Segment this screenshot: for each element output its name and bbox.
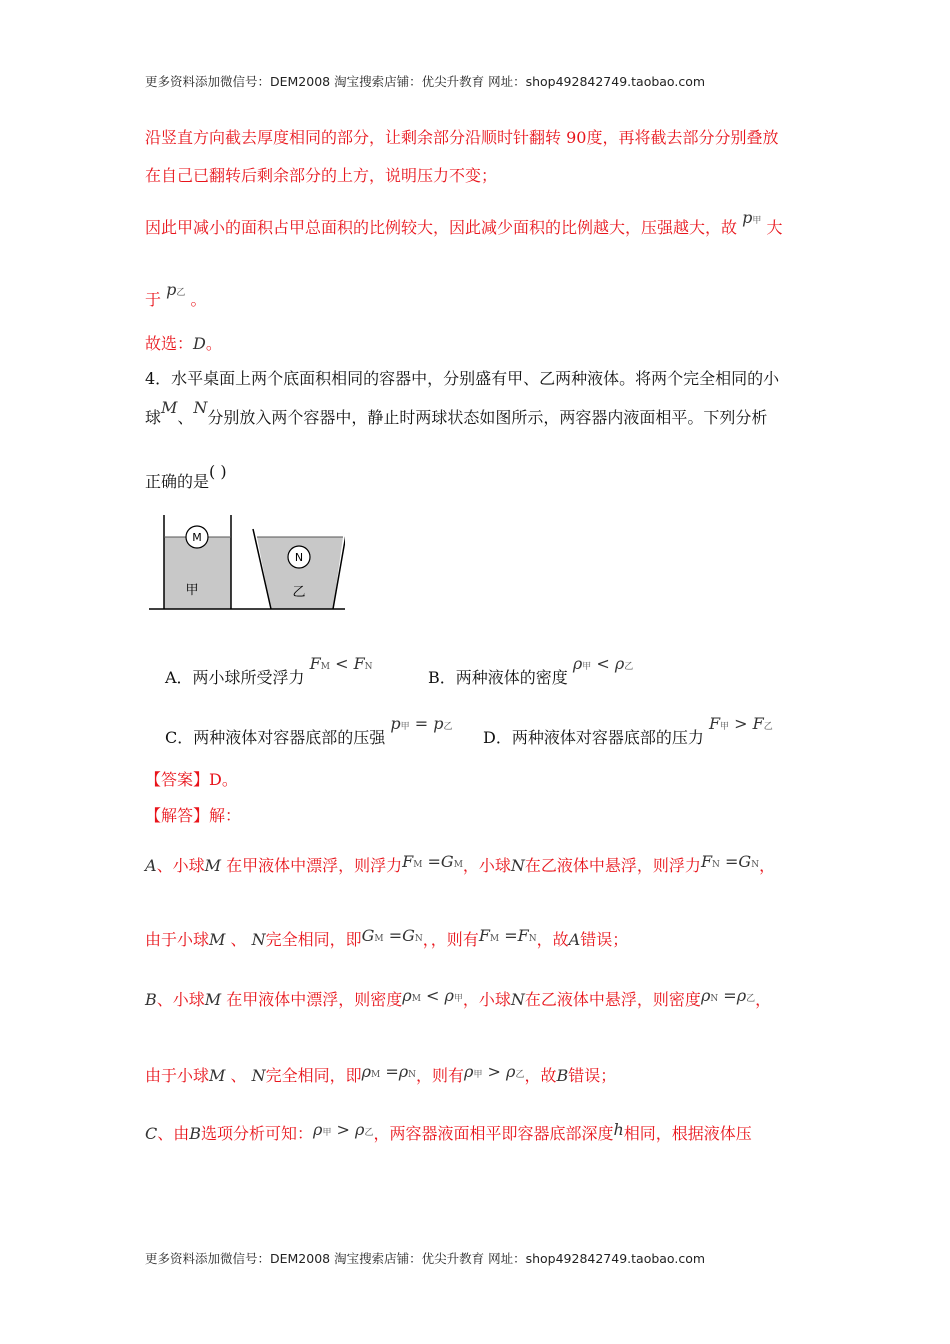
- solution-line-1: 沿竖直方向截去厚度相同的部分，让剩余部分沿顺时针翻转 90度，再将截去部分分别叠放: [145, 128, 779, 147]
- answer-a-line-1: A、小球M 在甲液体中漂浮，则浮力FM =GM，小球N在乙液体中悬浮，则浮力FN =GN，: [145, 852, 776, 875]
- option-a[interactable]: A．两小球所受浮力 FM < FN: [165, 654, 373, 687]
- answer-b-line-2: 由于小球M 、 N完全相同，即ρM =ρN，则有ρ甲 > ρ乙，故B错误；: [145, 1062, 617, 1085]
- liquid-jia-label: 甲: [185, 583, 199, 598]
- page-header: 更多资料添加微信号：DEM2008 淘宝搜索店铺：优尖升教育 网址：shop492842749.taobao.com: [145, 74, 706, 89]
- answer-label: 【答案】D。: [145, 770, 238, 789]
- liquid-yi-label: 乙: [292, 585, 306, 600]
- question-line-2: 球M、N分别放入两个容器中，静止时两球状态如图所示，两容器内液面相平。下列分析: [145, 398, 768, 427]
- explain-label: 【解答】解：: [145, 806, 242, 825]
- option-d[interactable]: D．两种液体对容器底部的压力 F甲 > F乙: [483, 714, 773, 747]
- solution-line-2: 在自己已翻转后剩余部分的上方，说明压力不变；: [145, 166, 498, 185]
- page-footer: 更多资料添加微信号：DEM2008 淘宝搜索店铺：优尖升教育 网址：shop492842749.taobao.com: [145, 1251, 706, 1266]
- option-b[interactable]: B．两种液体的密度 ρ甲 < ρ乙: [428, 654, 634, 687]
- question-line-1: 4．水平桌面上两个底面积相同的容器中，分别盛有甲、乙两种液体。将两个完全相同的小: [145, 369, 780, 388]
- solution-line-3: 因此甲减小的面积占甲总面积的比例较大，因此减少面积的比例越大，压强越大，故 p甲 大: [145, 208, 783, 237]
- answer-a-line-2: 由于小球M 、 N完全相同，即GM =GN，，则有FM =FN，故A错误；: [145, 926, 629, 949]
- answer-b-line-1: B、小球M 在甲液体中漂浮，则密度ρM < ρ甲，小球N在乙液体中悬浮，则密度ρN =ρ乙，: [145, 986, 772, 1009]
- solution-line-4: 于 p乙 。: [145, 280, 207, 309]
- question-line-3: 正确的是( ): [145, 462, 227, 491]
- ball-m-label: M: [192, 531, 202, 544]
- answer-c-line-1: C、由B选项分析可知：ρ甲 > ρ乙，两容器液面相平即容器底部深度h相同，根据液体压: [145, 1120, 752, 1143]
- choice-line: 故选：D。: [145, 334, 222, 353]
- ball-n-label: N: [294, 551, 304, 564]
- containers-figure: [145, 510, 345, 612]
- option-c[interactable]: C．两种液体对容器底部的压强 p甲 = p乙: [165, 714, 453, 747]
